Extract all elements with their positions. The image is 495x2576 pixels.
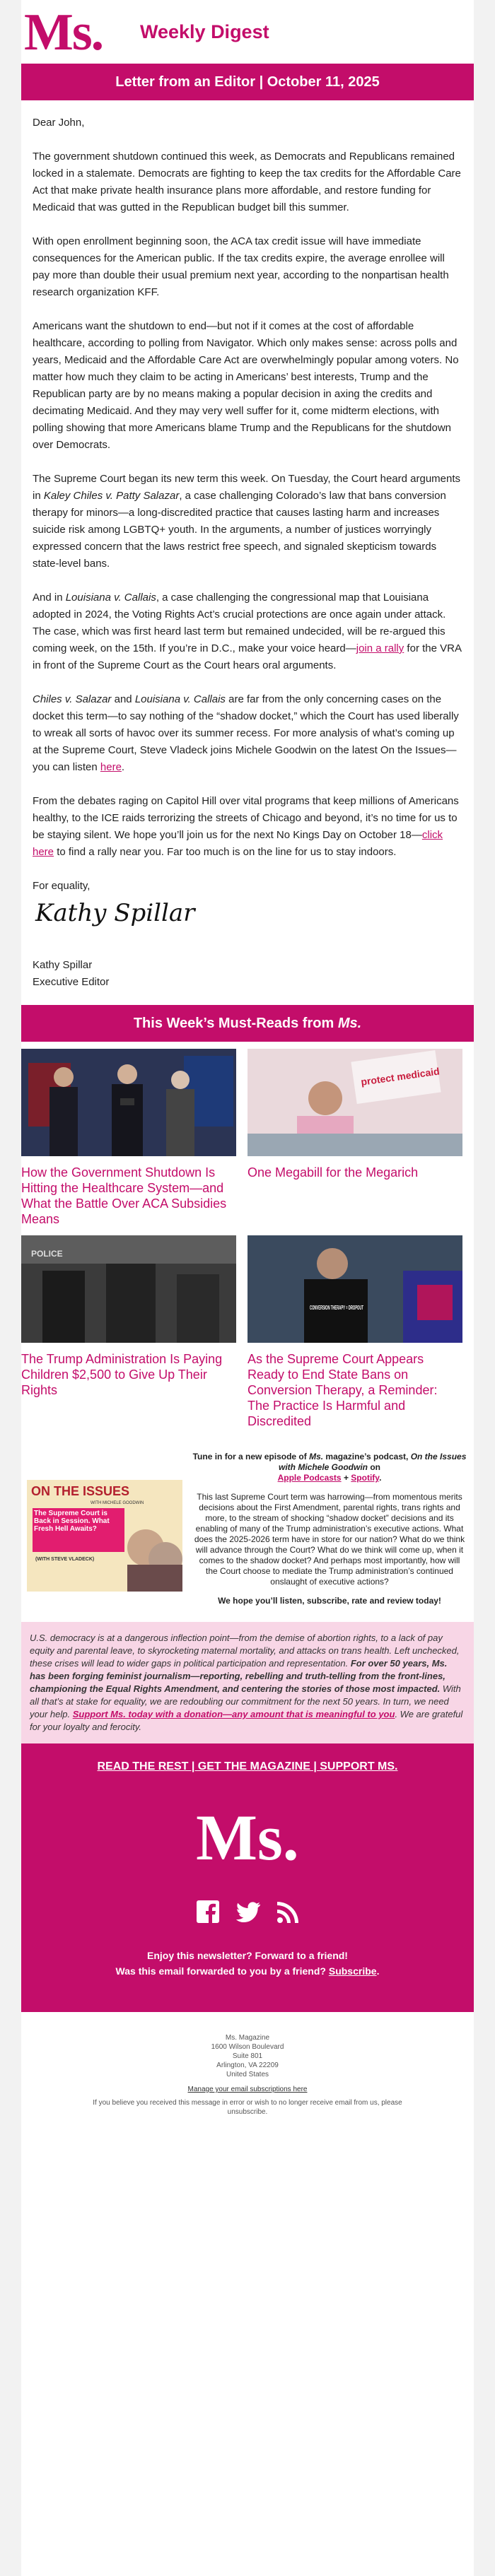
case-name: Louisiana v. Callais: [134, 693, 226, 705]
digest-title: Weekly Digest: [140, 21, 269, 42]
cover-guest: (WITH STEVE VLADECK): [35, 1557, 95, 1562]
footer-logo[interactable]: Ms.: [196, 1801, 299, 1874]
spotify-link[interactable]: Spotify: [351, 1473, 380, 1483]
paragraph: [33, 793, 462, 861]
address-line: 1600 Wilson Boulevard: [211, 2043, 284, 2051]
podcast-section: [21, 1437, 474, 1622]
text: . We are grateful for your loyalty and ferocity.: [30, 1709, 463, 1732]
subscribe-link[interactable]: Subscribe: [328, 1965, 377, 1977]
text: On the Issues with Michele Goodwin: [279, 1452, 467, 1472]
header: [21, 0, 474, 64]
author-name: Kathy Spillar: [33, 959, 93, 971]
paragraph: [33, 589, 462, 674]
text: .: [379, 1473, 382, 1483]
article-title[interactable]: As the Supreme Court Appears Ready to End State Bans on Conversion Therapy, a Reminder: The Practice Is Harmful and Discredited: [248, 1352, 438, 1428]
cover-headline: The Supreme Court is Back in Session. What Fresh Hell Awaits?: [34, 1510, 110, 1533]
signature: [33, 898, 462, 957]
rally-link[interactable]: join a rally: [356, 642, 404, 654]
article-card[interactable]: [248, 1235, 462, 1429]
footer: [21, 1743, 474, 2012]
unsubscribe-text[interactable]: If you believe you received this message in error or wish to no longer receive email from us, please unsubscribe.: [93, 2099, 402, 2116]
podcast-link[interactable]: here: [100, 761, 122, 773]
address-block: [21, 2033, 474, 2079]
ice-agents-photo: [21, 1235, 236, 1343]
article-title[interactable]: The Trump Administration Is Paying Children $2,500 to Give Up Their Rights: [21, 1352, 223, 1397]
forward-text: Enjoy this newsletter? Forward to a friend!: [147, 1950, 348, 1961]
text: Tune in for a new episode of: [192, 1452, 310, 1462]
forwarded-text: [21, 1965, 474, 1977]
paragraph: Americans want the shutdown to end—but not if it comes at the cost of affordable healthcare, according to polling from Navigator. Which only makes sense: across polls and years, Medicaid and the Affordable Care Act are overwhelmingly popular among voters. No matter how much they claim to be acting in Americans’ best interests, Trump and the Republican party are by no means making a popular decision in axing the credits and decimating Medicaid. And they may very well suffer for it, come midterm elections, with polling showing that more Americans blame Trump and the Republicans for the shutdown over Democrats.: [33, 320, 459, 451]
article-image[interactable]: [248, 1049, 462, 1156]
text: magazine’s podcast,: [323, 1452, 411, 1462]
cover-title: ON THE ISSUES: [31, 1484, 130, 1498]
text: .: [121, 761, 125, 773]
article-card[interactable]: [21, 1049, 236, 1227]
text: .: [376, 1965, 380, 1977]
podcast-artwork[interactable]: [27, 1480, 182, 1592]
paragraph: [33, 471, 462, 572]
twitter-icon[interactable]: [236, 1902, 260, 1929]
case-name: Kaley Chiles v. Patty Salazar: [43, 490, 180, 502]
text: U.S. democracy is at a dangerous inflection point—from the demise of abortion rights, to a lack of pay equity and parental leave, to skyrocketing maternal mortality, and attacks on trans health. Left unchecked, these crises will lead to wider gaps in political participation and representation.: [30, 1633, 460, 1669]
closing: For equality,: [33, 880, 91, 892]
text: to find a rally near you. Far too much is on the line for us to stay indoors.: [54, 846, 397, 858]
greeting: Dear John,: [33, 117, 85, 129]
conversion-therapy-protest-photo: [248, 1235, 462, 1343]
text: and: [111, 693, 135, 705]
paragraph: The government shutdown continued this week, as Democrats and Republicans remained locked in a stalemate. Democrats are fighting to keep the tax credits for the Affordable Care Act that make private health insurance plans more affordable, and restore funding for Medicaid that was gutted in the Republican budget bill this summer.: [33, 151, 461, 213]
text: , a case challenging Colorado’s law that bans conversion therapy for minors—a long-discredited practice that causes lasting harm and increases suicide risk among LGBTQ+ youth. In the arguments, a number of justices worryingly expressed concern that the laws restrict free speech, and signaled skepticism towards state-level bans.: [33, 490, 446, 570]
case-name: Chiles v. Salazar: [33, 693, 112, 705]
text: With all that’s at stake for equality, we are redoubling our commitment for the next 50 years. In turn, we need your help.: [30, 1683, 461, 1719]
article-card[interactable]: [21, 1235, 236, 1429]
article-card[interactable]: [248, 1049, 462, 1227]
banner-emphasis: Ms.: [337, 1016, 362, 1031]
ms-logo[interactable]: Ms.: [24, 4, 103, 61]
facebook-icon[interactable]: [197, 1900, 219, 1929]
mailing-address: [21, 2012, 474, 2124]
text: , a case challenging the congressional map that Louisiana adopted in 2024, the Voting Rights Act’s crucial protections are once again under attack. The case, which was first heard last term but remained undecided, will be re-argued this coming week, on the 15th. If you’re in D.C., make your voice heard—: [33, 592, 446, 654]
email-container: [21, 0, 474, 2576]
manage-subscriptions-link[interactable]: Manage your email subscriptions here: [187, 2086, 308, 2093]
text: The Supreme Court began its new term this week. On Tuesday, the Court heard arguments in: [33, 473, 461, 502]
paragraph: With open enrollment beginning soon, the ACA tax credit issue will have immediate consequences for the American public. If the tax credits expire, the average enrollee will pay more than double their usual premium next year, according to the nonpartisan health research organization KFF.: [33, 235, 449, 298]
social-links: [21, 1900, 474, 1929]
rss-icon[interactable]: [277, 1902, 298, 1929]
editor-letter: [21, 100, 474, 998]
article-grid: [21, 1042, 474, 1437]
text: Was this email forwarded to you by a friend?: [115, 1965, 329, 1977]
shirt-text: CONVERSION THERAPY = DROPOUT: [310, 1305, 364, 1311]
letter-banner: Letter from an Editor | October 11, 2025: [21, 64, 474, 100]
cover-host: WITH MICHELE GOODWIN: [91, 1501, 144, 1505]
donation-appeal: [21, 1622, 474, 1743]
article-image[interactable]: [21, 1049, 236, 1156]
footer-links[interactable]: READ THE REST | GET THE MAGAZINE | SUPPORT MS.: [97, 1760, 398, 1772]
text: are far from the only concerning cases on the docket this term—to say nothing of the “shadow docket,” which the Court has used liberally to wreak all sorts of havoc over its summer recess. For more analysis of what’s coming up at the Supreme Court, Steve Vladeck joins Michele Goodwin on the latest On the Issues—you can listen: [33, 693, 459, 773]
podcast-text: [192, 1452, 467, 1615]
text: for the VRA in front of the Supreme Court as the Court hears oral arguments.: [33, 642, 462, 671]
press-conference-photo: [21, 1049, 236, 1156]
text: For over 50 years, Ms. has been forging feminist journalism—reporting, rebelling and truth-telling from the front-lines, championing the Equal Rights Amendment, and centering the stories of those most impacted.: [30, 1658, 448, 1694]
donate-link[interactable]: Support Ms. today with a donation—any amount that is meaningful to you: [72, 1709, 395, 1719]
article-image[interactable]: [21, 1235, 236, 1343]
signature-image: Kathy Spillar: [35, 899, 195, 927]
police-text: POLICE: [31, 1249, 63, 1259]
rally-finder-link[interactable]: click here: [33, 829, 443, 858]
text: And in: [33, 592, 66, 604]
banner-text: This Week’s Must-Reads from: [133, 1016, 338, 1031]
paragraph: [33, 691, 462, 776]
protest-photo: [248, 1049, 462, 1156]
text: on: [368, 1462, 380, 1472]
apple-podcasts-link[interactable]: Apple Podcasts: [277, 1473, 342, 1483]
podcast-description: This last Supreme Court term was harrowing—from momentous merits decisions about the First Amendment, parental rights, trans rights and more, to the stream of shocking “shadow docket” decisions and its enabling of many of the Trump administration’s executive actions. What does the 2025-2026 term have in store for our nation? What do we think will advance through the Court? What do we think will come up, when it comes to the shadow docket? And perhaps most importantly, how will the Court choose to mediate the Trump administration’s continued onslaught of executive actions?: [194, 1492, 465, 1587]
case-name: Louisiana v. Callais: [65, 592, 156, 604]
article-title[interactable]: One Megabill for the Megarich: [248, 1165, 419, 1180]
podcast-intro: [192, 1452, 467, 1483]
text: From the debates raging on Capitol Hill over vital programs that keep millions of Americans healthy, to the ICE raids terrorizing the streets of Chicago and beyond, it’s no time for us to be staying silent. We hope you’ll join us for the next No Kings Day on October 18—: [33, 795, 459, 841]
address-line: Ms. Magazine: [225, 2034, 270, 2042]
address-line: Arlington, VA 22209: [216, 2062, 279, 2069]
must-reads-banner: [21, 1005, 474, 1042]
protest-sign-text: protect medicaid: [360, 1065, 441, 1088]
address-line: United States: [226, 2071, 269, 2078]
article-title[interactable]: How the Government Shutdown Is Hitting the Healthcare System—and What the Battle Over ACA Subsidies Means: [21, 1165, 227, 1226]
podcast-cover: [27, 1480, 182, 1592]
article-image[interactable]: [248, 1235, 462, 1343]
text: Ms.: [309, 1452, 324, 1462]
podcast-cta: We hope you’ll listen, subscribe, rate and review today!: [218, 1596, 441, 1606]
author-role: Executive Editor: [33, 976, 110, 988]
address-line: Suite 801: [232, 2052, 263, 2060]
text: +: [341, 1473, 351, 1483]
